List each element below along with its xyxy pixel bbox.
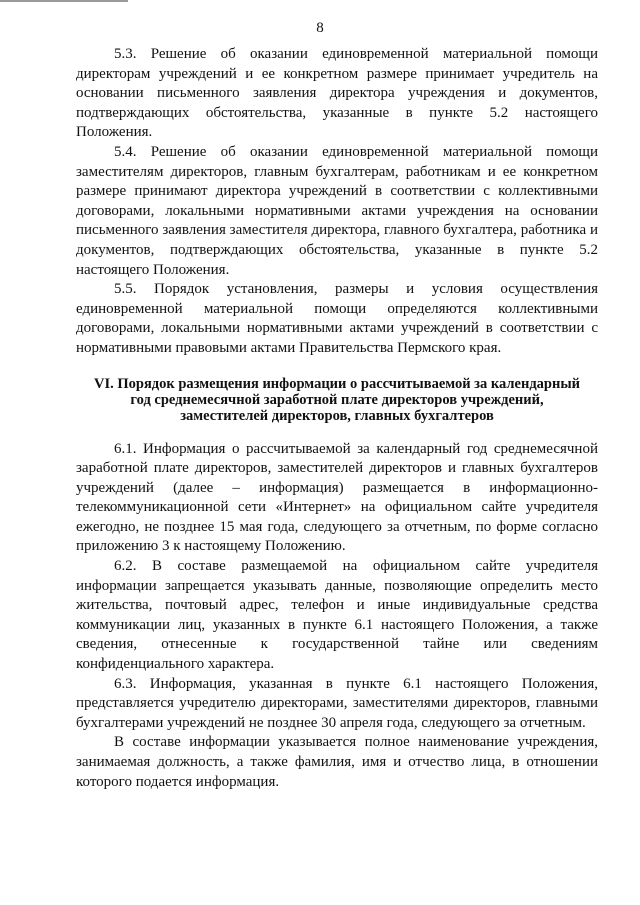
section-heading-line: год среднемесячной заработной плате директоров учреждений, bbox=[130, 391, 544, 408]
page-number: 8 bbox=[316, 20, 324, 36]
paragraph-6-3: 6.3. Информация, указанная в пункте 6.1 настоящего Положения, представляется учредителю директорами, заместителями директоров, главными бухгалтерами учреждений не позднее 30 апреля года, следующего за отчетным. bbox=[76, 675, 598, 731]
paragraph-6-2: 6.2. В составе размещаемой на официальном сайте учредителя информации запрещается указывать данные, позволяющие определить место жительства, почтовый адрес, телефон и иные индивидуальные средства коммуникации лиц, указанных в пункте 6.1 настоящего Положения, а также сведения, отнесенные к государственной тайне или сведениям конфиденциального характера. bbox=[76, 558, 598, 673]
document-body bbox=[76, 45, 598, 792]
paragraph-5-4: 5.4. Решение об оказании единовременной материальной помощи заместителям директоров, главным бухгалтерам, работникам и ее конкретном размере принимают директора учреждений в соответствии с коллективными договорами, локальными нормативными актами учреждения на основании письменного заявления заместителя директора, главного бухгалтера, работника и документов, подтверждающих обстоятельства, указанные в пункте 5.2 настоящего Положения. bbox=[76, 143, 598, 278]
paragraph-6-3-continuation: В составе информации указывается полное наименование учреждения, занимаемая должность, а также фамилия, имя и отчество лица, в отношении которого подается информация. bbox=[76, 734, 598, 790]
section-heading-line: VI. Порядок размещения информации о рассчитываемой за календарный bbox=[93, 375, 581, 392]
paragraph-6-1: 6.1. Информация о рассчитываемой за календарный год среднемесячной заработной плате директоров, заместителей директоров и главных бухгалтеров учреждений (далее – информация) размещается в информационно-телекоммуникационной сети «Интернет» на официальном сайте учредителя ежегодно, не позднее 15 мая года, следующего за отчетным, по форме согласно приложению 3 к настоящему Положению. bbox=[76, 440, 598, 555]
section-heading-line: заместителей директоров, главных бухгалтеров bbox=[180, 407, 494, 424]
paragraph-5-3: 5.3. Решение об оказании единовременной материальной помощи директорам учреждений и ее конкретном размере принимает учредитель на основании письменного заявления директора учреждения и документов, подтверждающих обстоятельства, указанные в пункте 5.2 настоящего Положения. bbox=[76, 46, 598, 141]
section-6-heading bbox=[76, 376, 598, 424]
paragraph-5-5: 5.5. Порядок установления, размеры и условия осуществления единовременной материальной помощи определяются коллективными договорами, локальными нормативными актами учреждений в соответствии с нормативными правовыми актами Правительства Пермского края. bbox=[76, 281, 598, 356]
scan-edge-mark bbox=[0, 0, 128, 2]
